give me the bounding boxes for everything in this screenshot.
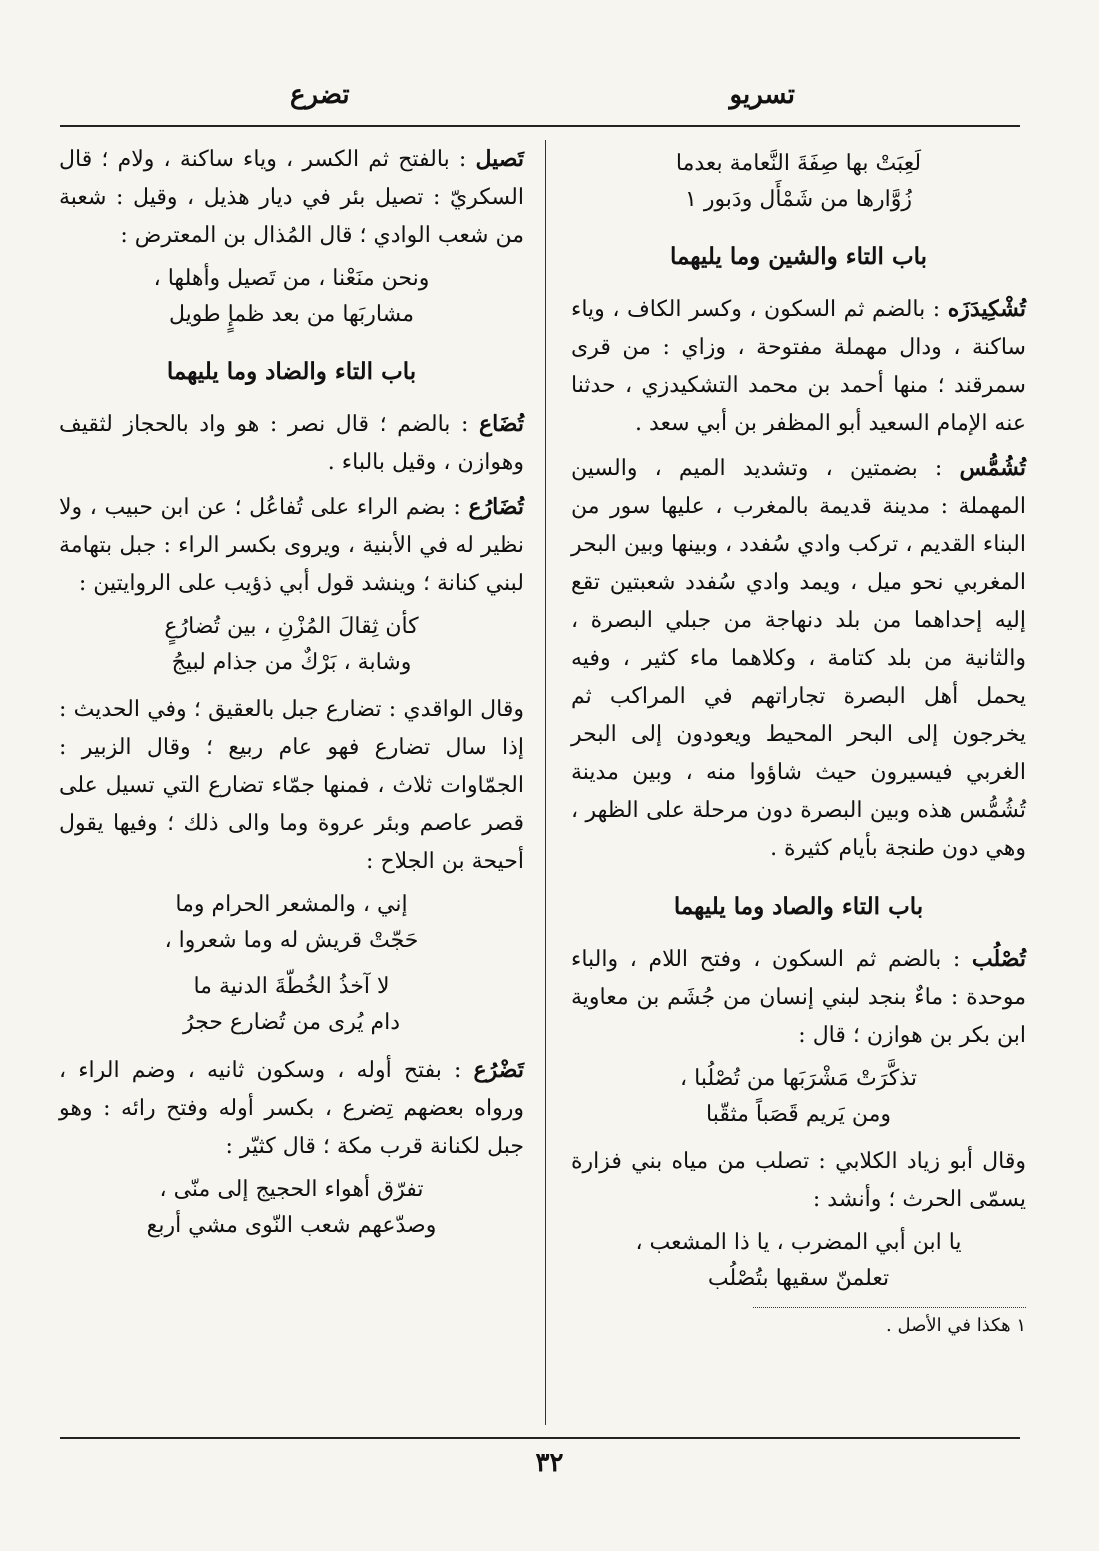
header-left-word: تضرع [290, 80, 350, 110]
verse-line: وشابة ، بَرْكٌ من جذام لبيجُ [171, 650, 412, 675]
verse-line: ومن يَريم قَصَباً مثقّبا [706, 1102, 891, 1127]
entry-headword: تُشْكِيدَزَه [947, 296, 1026, 322]
verse-line: يا ابن أبي المضرب ، يا ذا المشعب ، [635, 1230, 962, 1255]
verse-line: تذكَّرَتْ مَشْرَبَها من تُصْلُبا ، [680, 1066, 917, 1091]
entry-text: : بالفتح ثم الكسر ، وياء ساكنة ، ولام ؛ قال السكريّ : تصيل بئر في ديار هذيل ، وقيل : شعبة من شعب الوادي ؛ قال المُذال بن المعترض : [59, 147, 524, 248]
verse [59, 887, 524, 959]
header-rule [60, 125, 1020, 127]
entry-headword: تُضَاع [478, 411, 524, 437]
verse-line: لا آخذُ الخُطّةَ الدنية ما [193, 974, 390, 999]
verse-line: إني ، والمشعر الحرام وما [175, 892, 408, 917]
verse-line: دام يُرى من تُضارع حجرُ [182, 1010, 401, 1035]
section-heading: باب التاء والضاد وما يليهما [166, 358, 417, 385]
entry-headword: تُصْلُب [971, 946, 1027, 972]
verse [59, 969, 524, 1041]
entry [59, 405, 524, 482]
column-divider [545, 140, 546, 1425]
verse-line: حَجّتْ قريش له وما شعروا ، [164, 928, 419, 953]
entry [59, 488, 524, 603]
entry-text: وقال أبو زياد الكلابي : تصلب من مياه بني فزارة يسمّى الحرث ؛ وأنشد : [571, 1149, 1026, 1212]
entry [59, 140, 524, 255]
verse [571, 1061, 1026, 1133]
footnote-rule [753, 1307, 1026, 1308]
entry [59, 1051, 524, 1166]
verse [59, 609, 524, 681]
entry [571, 940, 1026, 1055]
running-header [60, 70, 1020, 120]
verse [59, 1172, 524, 1244]
footer-rule [60, 1437, 1020, 1439]
entry-headword: تُضَارُع [468, 494, 524, 520]
verse-line: ونحن منَعْنا ، من تَصيل وأهلها ، [153, 266, 430, 291]
entry-headword: تَضْرُع [473, 1057, 524, 1083]
entry-text: : بفتح أوله ، وسكون ثانيه ، وضم الراء ، ورواه بعضهم تِضرع ، بكسر أوله وفتح رائه : وهو جبل لكنانة قرب مكة ؛ قال كثيّر : [59, 1058, 524, 1159]
right-column [571, 140, 1026, 1340]
verse [571, 1225, 1026, 1297]
entry-text: : بضم الراء على تُفاعُل ؛ عن ابن حبيب ، ولا نظير له في الأبنية ، ويروى بكسر الراء : جبل بتهامة لبني كنانة ؛ وينشد قول أبي ذؤيب على الروايتين : [59, 495, 524, 596]
entry [571, 449, 1026, 868]
verse-line: تعلمنّ سقيها بتُصْلُب [707, 1266, 890, 1291]
section-heading: باب التاء والصاد وما يليهما [673, 893, 924, 920]
page-number: ٣٢ [535, 1448, 564, 1478]
verse-line: وصدّعهم شعب النّوى مشي أربع [146, 1213, 437, 1238]
left-column [59, 140, 524, 1254]
entry-text: : بالضم ثم السكون ، وفتح اللام ، والباء موحدة : ماءٌ بنجد لبني إنسان من جُشَم بن معاوية ابن بكر بن هوازن ؛ قال : [571, 947, 1026, 1048]
entry-headword: تُشُمُّس [959, 455, 1026, 481]
footnote: ١ هكذا في الأصل . [886, 1315, 1026, 1336]
verse-line: كأن ثِقالَ المُزْنِ ، بين تُضارُعٍ [164, 614, 419, 639]
header-right-word: تسريو [729, 80, 795, 110]
verse-line: تفرّق أهواء الحجيج إلى منّى ، [159, 1177, 424, 1202]
verse [59, 261, 524, 333]
entry-text: وقال الواقدي : تضارع جبل بالعقيق ؛ وفي الحديث : إذا سال تضارع فهو عام ربيع ؛ وقال الزبير : الجمّاوات ثلاث ، فمنها جمّاء تضارع التي تسيل على قصر عاصم وبئر عروة وما والى ذلك ؛ وفيها يقول أحيحة بن الجلاح : [59, 697, 524, 874]
verse-line: مشاربَها من بعد ظمإٍ طويل [168, 302, 415, 327]
section-heading: باب التاء والشين وما يليهما [669, 243, 928, 270]
verse-line: زُوَّارها من شَمْأَل ودَبور ١ [685, 187, 912, 212]
entry-text: : بضمتين ، وتشديد الميم ، والسين المهملة : مدينة قديمة بالمغرب ، عليها سور من البناء القديم ، تركب وادي سُفدد ، وبينها وبين البحر المغربي نحو ميل ، ويمد وادي سُفدد شعبتين تقع إليه إحداهما من بلد دنهاجة من جبلي البصرة ، والثانية من بلد كتامة ، وكلاهما ماء كثير ، وفيه يحمل أهل البصرة تجاراتهم في المراكب ثم يخرجون إلى البحر المحيط ويعودون إلى البحر الغربي فيسيرون حيث شاؤوا منه ، وبين مدينة تُشُمُّس هذه وبين البصرة دون مرحلة على الظهر ، وهي دون طنجة بأيام كثيرة . [571, 456, 1026, 861]
entry-headword: تَصيل [475, 146, 524, 172]
verse-line: لَعِبَتْ بها صِفَةَ النَّعامة بعدما [675, 151, 922, 176]
entry [571, 290, 1026, 443]
entry-text: : بالضم ؛ قال نصر : هو واد بالحجاز لثقيف وهوازن ، وقيل بالباء . [59, 412, 524, 475]
verse [571, 146, 1026, 218]
entry-text: : بالضم ثم السكون ، وكسر الكاف ، وياء ساكنة ، ودال مهملة مفتوحة ، وزاي : من قرى سمرقند ؛ منها أحمد بن محمد التشكيدزي ، حدثنا عنه الإمام السعيد أبو المظفر بن أبي سعد . [571, 297, 1026, 436]
